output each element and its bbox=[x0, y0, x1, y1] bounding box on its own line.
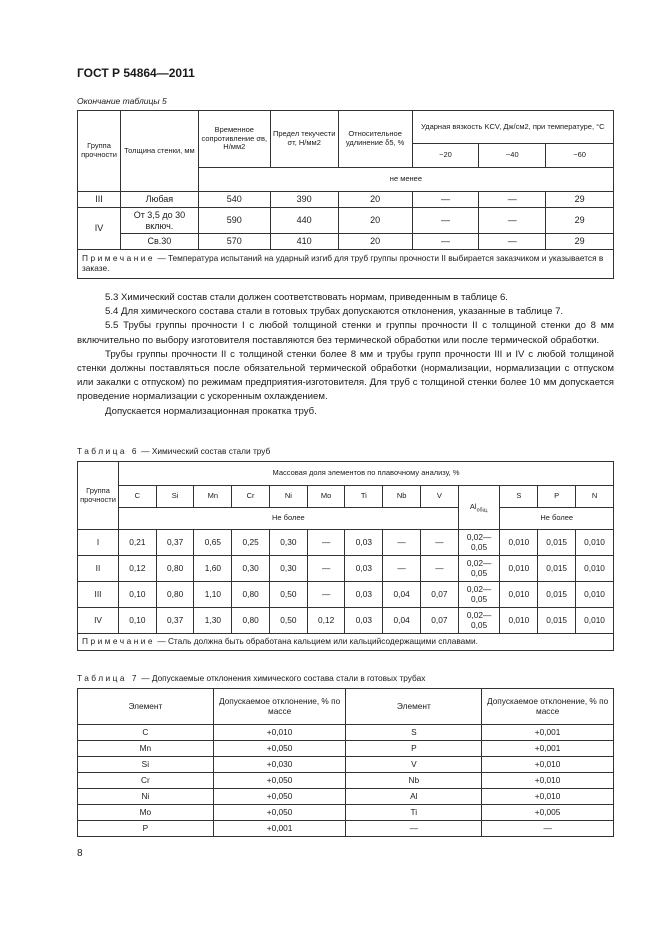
table5 bbox=[77, 110, 614, 279]
t6-cell: 0,02—0,05 bbox=[458, 556, 500, 582]
caption-label: Таблица 7 bbox=[77, 673, 139, 683]
caption-text: — Допускаемые отклонения химического состава стали в готовых трубах bbox=[138, 673, 426, 683]
t6-cell: 0,25 bbox=[232, 530, 270, 556]
t5-cell: 29 bbox=[546, 234, 614, 250]
t6-cell: 0,80 bbox=[156, 582, 194, 608]
t6-cell: 0,015 bbox=[538, 608, 576, 634]
t5-cell: Св.30 bbox=[120, 234, 198, 250]
t5-h-yield: Предел текучести σт, Н/мм2 bbox=[270, 111, 338, 168]
table-row bbox=[78, 556, 614, 582]
t7-cell: +0,001 bbox=[482, 741, 614, 757]
t6-cell: II bbox=[78, 556, 119, 582]
t6-h-el: N bbox=[576, 486, 614, 508]
t7-cell: +0,001 bbox=[213, 821, 346, 837]
t6-cell: 0,010 bbox=[500, 530, 538, 556]
t7-cell: +0,010 bbox=[482, 757, 614, 773]
t5-cell: 20 bbox=[338, 208, 412, 234]
t6-h-notmore: Не более bbox=[500, 508, 614, 530]
t6-cell: 0,80 bbox=[232, 582, 270, 608]
t6-cell: 0,65 bbox=[194, 530, 232, 556]
t6-cell: — bbox=[383, 556, 421, 582]
t6-h-notmore: Не более bbox=[118, 508, 458, 530]
table-row bbox=[78, 582, 614, 608]
t6-cell: 0,30 bbox=[269, 556, 307, 582]
t7-cell: Nb bbox=[346, 773, 482, 789]
t6-note bbox=[78, 634, 614, 651]
t5-cell: 20 bbox=[338, 234, 412, 250]
table7 bbox=[77, 688, 614, 837]
t6-cell: — bbox=[383, 530, 421, 556]
t6-cell: III bbox=[78, 582, 119, 608]
t6-cell: 0,50 bbox=[269, 608, 307, 634]
t6-cell: 0,07 bbox=[420, 582, 458, 608]
t6-cell: — bbox=[307, 530, 345, 556]
t5-cell: 29 bbox=[546, 192, 614, 208]
table-row bbox=[78, 530, 614, 556]
t6-cell: 0,10 bbox=[118, 582, 156, 608]
t7-h-dev: Допускаемое отклонение, % по массе bbox=[482, 689, 614, 725]
note-text: — Сталь должна быть обработана кальцием или кальцийсодержащими сплавами. bbox=[155, 636, 478, 647]
t5-cell: — bbox=[412, 192, 479, 208]
t5-h-elong: Относительное удлинение δ5, % bbox=[338, 111, 412, 168]
t7-cell: +0,050 bbox=[213, 741, 346, 757]
t6-cell: 0,04 bbox=[383, 608, 421, 634]
t5-cell: — bbox=[479, 192, 546, 208]
t5-cell: Любая bbox=[120, 192, 198, 208]
t6-h-group: Группа прочности bbox=[78, 462, 119, 530]
t5-h-t3: −60 bbox=[546, 144, 614, 168]
table7-caption bbox=[77, 673, 425, 683]
t6-cell: 0,02—0,05 bbox=[458, 530, 500, 556]
t6-h-el: Ti bbox=[345, 486, 383, 508]
t5-cell: 20 bbox=[338, 192, 412, 208]
t6-cell: 0,80 bbox=[156, 556, 194, 582]
table-row bbox=[78, 757, 614, 773]
t7-cell: V bbox=[346, 757, 482, 773]
note-label: Примечание bbox=[82, 253, 156, 264]
paragraph: 5.3 Химический состав стали должен соответствовать нормам, приведенным в таблице 6. bbox=[105, 292, 508, 303]
t6-h-el: V bbox=[420, 486, 458, 508]
table-row bbox=[78, 725, 614, 741]
note-label: Примечание bbox=[82, 636, 156, 647]
t5-cell: 570 bbox=[198, 234, 270, 250]
t5-cell: IV bbox=[78, 208, 121, 250]
table-row bbox=[78, 773, 614, 789]
table6-caption bbox=[77, 446, 270, 456]
t5-cell: — bbox=[479, 234, 546, 250]
t7-cell: Al bbox=[346, 789, 482, 805]
t5-cell: — bbox=[412, 234, 479, 250]
t6-cell: 1,30 bbox=[194, 608, 232, 634]
t7-cell: Cr bbox=[78, 773, 214, 789]
t6-cell: I bbox=[78, 530, 119, 556]
t5-h-t1: −20 bbox=[412, 144, 479, 168]
t6-h-mass: Массовая доля элементов по плавочному анализу, % bbox=[118, 462, 613, 486]
t6-cell: 0,03 bbox=[345, 582, 383, 608]
t6-cell: 0,80 bbox=[232, 608, 270, 634]
note-text: — Температура испытаний на ударный изгиб для труб группы прочности II выбирается заказчиком и указывается в заказе. bbox=[82, 253, 604, 273]
t5-cell: 410 bbox=[270, 234, 338, 250]
t6-cell: 0,010 bbox=[576, 556, 614, 582]
t6-cell: 1,60 bbox=[194, 556, 232, 582]
table-row bbox=[78, 608, 614, 634]
t6-cell: 0,02—0,05 bbox=[458, 608, 500, 634]
document-header: ГОСТ Р 54864—2011 bbox=[77, 66, 195, 80]
t6-cell: 0,015 bbox=[538, 530, 576, 556]
t6-cell: 0,010 bbox=[500, 556, 538, 582]
page-number: 8 bbox=[77, 848, 83, 859]
t7-cell: +0,005 bbox=[482, 805, 614, 821]
t6-cell: 0,03 bbox=[345, 556, 383, 582]
t6-h-al bbox=[458, 486, 500, 530]
al-sub: общ. bbox=[476, 507, 489, 514]
t5-cell: 540 bbox=[198, 192, 270, 208]
t6-cell: 0,07 bbox=[420, 608, 458, 634]
t6-h-el: C bbox=[118, 486, 156, 508]
t6-cell: 0,03 bbox=[345, 608, 383, 634]
t5-cell: От 3,5 до 30 включ. bbox=[120, 208, 198, 234]
t6-cell: 0,010 bbox=[500, 608, 538, 634]
t7-cell: P bbox=[78, 821, 214, 837]
t6-cell: — bbox=[307, 556, 345, 582]
paragraph: 5.4 Для химического состава стали в готовых трубах допускаются отклонения, указанные в таблице 7. bbox=[105, 306, 564, 318]
t7-cell: +0,001 bbox=[482, 725, 614, 741]
table6 bbox=[77, 461, 614, 651]
t6-h-el: Mn bbox=[194, 486, 232, 508]
paragraph: Допускается нормализационная прокатка труб. bbox=[105, 405, 317, 417]
table5-caption: Окончание таблицы 5 bbox=[77, 96, 167, 106]
t6-cell: 0,015 bbox=[538, 582, 576, 608]
t7-cell: Ni bbox=[78, 789, 214, 805]
t5-cell: — bbox=[412, 208, 479, 234]
t7-cell: +0,030 bbox=[213, 757, 346, 773]
t6-cell: IV bbox=[78, 608, 119, 634]
t7-h-element: Элемент bbox=[78, 689, 214, 725]
t7-cell: +0,050 bbox=[213, 789, 346, 805]
t7-cell: Ti bbox=[346, 805, 482, 821]
paragraph: Трубы группы прочности II с толщиной стенки более 8 мм и трубы групп прочности III и IV с любой толщиной стенки должны поставляться после обязательной термической обработки (нормализации, нормализации с отпуском или закалки с отпуском) по режимам предприятия-изготовителя. Для труб с толщиной стенки более 10 мм допускается проведение нормализации с ускоренным охлаждением. bbox=[77, 348, 614, 403]
table-row bbox=[78, 821, 614, 837]
t6-cell: 0,50 bbox=[269, 582, 307, 608]
t6-cell: 0,02—0,05 bbox=[458, 582, 500, 608]
t7-cell: +0,050 bbox=[213, 805, 346, 821]
t6-cell: 0,12 bbox=[118, 556, 156, 582]
t6-cell: — bbox=[420, 556, 458, 582]
t7-h-element: Элемент bbox=[346, 689, 482, 725]
t7-cell: — bbox=[482, 821, 614, 837]
t5-cell: 590 bbox=[198, 208, 270, 234]
t5-h-thickness: Толщина стенки, мм bbox=[120, 111, 198, 192]
t5-h-impact: Ударная вязкость KCV, Дж/см2, при температуре, °С bbox=[412, 111, 613, 144]
t5-h-t2: −40 bbox=[479, 144, 546, 168]
t5-cell: 440 bbox=[270, 208, 338, 234]
t7-cell: +0,010 bbox=[482, 773, 614, 789]
caption-label: Таблица 6 bbox=[77, 446, 139, 456]
t7-cell: +0,050 bbox=[213, 773, 346, 789]
t6-cell: 0,30 bbox=[232, 556, 270, 582]
t7-cell: +0,010 bbox=[482, 789, 614, 805]
t6-cell: 1,10 bbox=[194, 582, 232, 608]
t6-cell: 0,12 bbox=[307, 608, 345, 634]
table-row bbox=[78, 192, 614, 208]
table-row bbox=[78, 805, 614, 821]
t6-h-el: Mo bbox=[307, 486, 345, 508]
t6-cell: 0,010 bbox=[500, 582, 538, 608]
t6-cell: 0,10 bbox=[118, 608, 156, 634]
t7-cell: P bbox=[346, 741, 482, 757]
t5-cell: III bbox=[78, 192, 121, 208]
t5-cell: 29 bbox=[546, 208, 614, 234]
t6-cell: 0,37 bbox=[156, 530, 194, 556]
t5-cell: 390 bbox=[270, 192, 338, 208]
t6-cell: 0,21 bbox=[118, 530, 156, 556]
t5-h-tensile: Временное сопротивление σв, Н/мм2 bbox=[198, 111, 270, 168]
t6-h-el: Ni bbox=[269, 486, 307, 508]
t6-h-el: Si bbox=[156, 486, 194, 508]
t6-cell: 0,010 bbox=[576, 582, 614, 608]
t7-cell: Mn bbox=[78, 741, 214, 757]
t6-h-el: P bbox=[538, 486, 576, 508]
t7-cell: Si bbox=[78, 757, 214, 773]
t7-cell: C bbox=[78, 725, 214, 741]
body-text bbox=[77, 291, 614, 419]
t5-note bbox=[78, 250, 614, 279]
t6-cell: — bbox=[307, 582, 345, 608]
t6-cell: 0,04 bbox=[383, 582, 421, 608]
t5-h-notless: не менее bbox=[198, 168, 613, 192]
t5-cell: — bbox=[479, 208, 546, 234]
t5-h-group: Группа прочности bbox=[78, 111, 121, 192]
t6-cell: — bbox=[420, 530, 458, 556]
t6-h-el: Cr bbox=[232, 486, 270, 508]
t6-h-el: Nb bbox=[383, 486, 421, 508]
table-row bbox=[78, 789, 614, 805]
t6-cell: 0,015 bbox=[538, 556, 576, 582]
al-label: Al bbox=[469, 502, 477, 512]
caption-text: — Химический состав стали труб bbox=[138, 446, 271, 456]
t7-cell: S bbox=[346, 725, 482, 741]
paragraph: 5.5 Трубы группы прочности I с любой толщиной стенки и группы прочности II с толщиной стенки до 8 мм включительно по выбору изготовителя поставляются без термической обработки или после термической обработки. bbox=[77, 320, 614, 346]
t7-h-dev: Допускаемое отклонение, % по массе bbox=[213, 689, 346, 725]
t7-cell: +0,010 bbox=[213, 725, 346, 741]
t6-cell: 0,010 bbox=[576, 608, 614, 634]
table-row bbox=[78, 208, 614, 234]
table-row bbox=[78, 741, 614, 757]
t7-cell: — bbox=[346, 821, 482, 837]
t6-cell: 0,37 bbox=[156, 608, 194, 634]
table-row bbox=[78, 234, 614, 250]
t6-cell: 0,30 bbox=[269, 530, 307, 556]
t7-cell: Mo bbox=[78, 805, 214, 821]
t6-cell: 0,03 bbox=[345, 530, 383, 556]
t6-h-el: S bbox=[500, 486, 538, 508]
t6-cell: 0,010 bbox=[576, 530, 614, 556]
